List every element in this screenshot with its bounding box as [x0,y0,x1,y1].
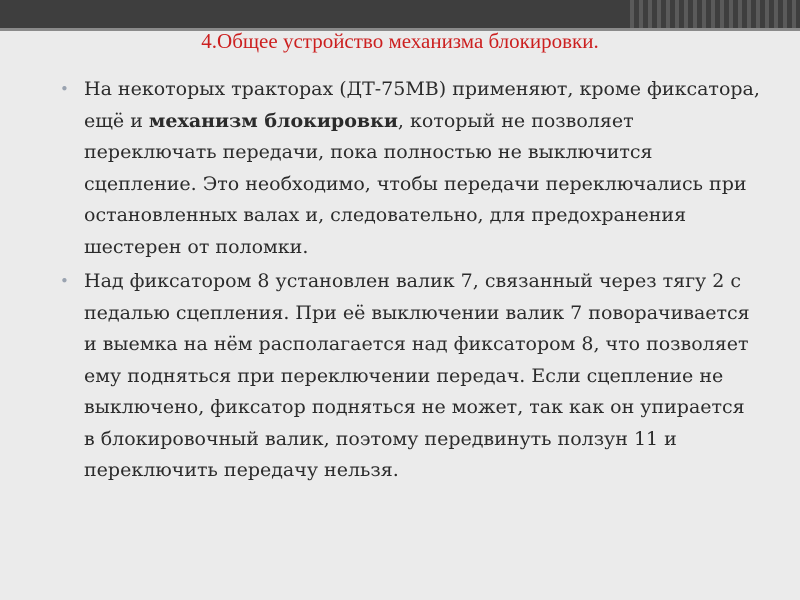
bullet-1-bold-term: механизм блокировки [148,109,398,132]
decorative-stripes [630,0,800,28]
bullet-item-2 [60,266,760,487]
bullet-icon: • [60,272,69,290]
bullet-list [60,74,760,490]
bullet-icon: • [60,80,69,98]
top-bar [0,0,800,28]
bullet-1-text-before: На некоторых тракторах (ДТ-75МВ) применяют, кроме фиксатора, ещё и [84,78,760,132]
bullet-item-1 [60,74,760,263]
slide-title: 4.Общее устройство механизма блокировки. [201,29,599,53]
bullet-1-text-after: , который не позволяет переключать передачи, пока полностью не выключится сцепление. Это необходимо, чтобы передачи переключались при остановленных валах и, следовательно, для предохранения шестерен от поломки. [84,109,747,258]
bullet-2-text: Над фиксатором 8 установлен валик 7, связанный через тягу 2 с педалью сцепления. При её выключении валик 7 поворачивается и выемка на нём располагается над фиксатором 8, что позволяет ему подняться при переключении передач. Если сцепление не выключено, фиксатор подняться не может, так как он упирается в блокировочный валик, поэтому передвинуть ползун 11 и переключить передачу нельзя. [84,270,750,481]
